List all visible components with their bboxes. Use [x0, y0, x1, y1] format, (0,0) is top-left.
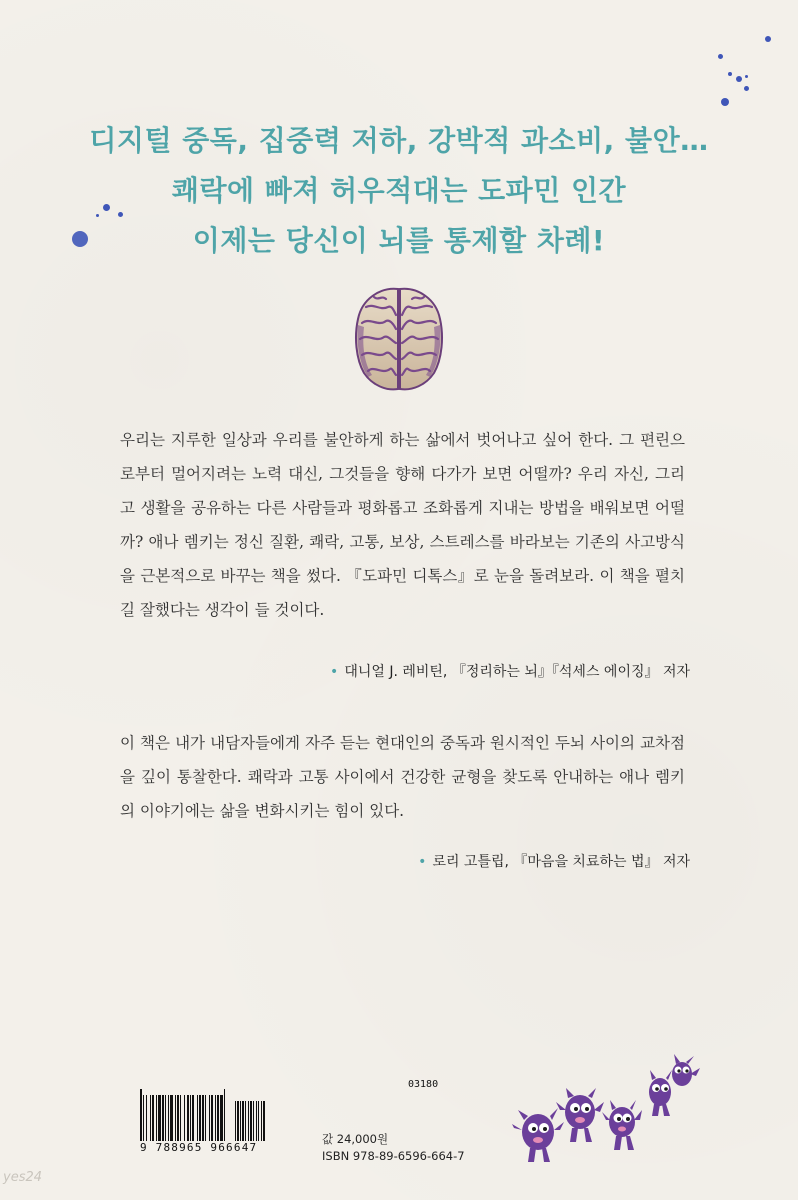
watermark-text: yes24	[3, 1170, 43, 1185]
brain-illustration-icon	[352, 285, 446, 393]
review-1-credit: • 대니얼 J. 레비틴, 『정리하는 뇌』『석세스 에이징』 저자	[330, 664, 690, 680]
review-1-text: 우리는 지루한 일상과 우리를 불안하게 하는 삶에서 벗어나고 싶어 한다. 그 편린으로부터 멀어지려는 노력 대신, 그것들을 향해 다가가 보면 어떨까? 우리 자신, 그리고 생활을 공유하는 다른 사람들과 평화롭고 조화롭게 지내는 방법을 배워보면 어떨까? 애나 렘키는 정신 질환, 쾌락, 고통, 보상, 스트레스를 바라보는 기존의 사고방식을 근본적으로 바꾸는 책을 썼다. 『도파민 디톡스』로 눈을 돌려보라. 이 책을 펼치길 잘했다는 생각이 들 것이다.	[120, 431, 685, 619]
isbn-text: ISBN 978-89-6596-664-7	[322, 1149, 465, 1163]
headline-line-3: 이제는 당신이 뇌를 통제할 차례!	[192, 224, 606, 257]
headline-line-2: 쾌락에 빠져 허우적대는 도파민 인간	[171, 174, 627, 207]
barcode-addon-number: 03180	[408, 1079, 439, 1090]
bullet-icon: •	[418, 854, 427, 870]
monsters-illustration-icon	[510, 1050, 710, 1170]
review-2-text: 이 책은 내가 내담자들에게 자주 듣는 현대인의 중독과 원시적인 두뇌 사이의 교차점을 깊이 통찰한다. 쾌락과 고통 사이에서 건강한 균형을 찾도록 안내하는 애나 렘키의 이야기에는 삶을 변화시키는 힘이 있다.	[120, 734, 685, 820]
headline-line-1: 디지털 중독, 집중력 저하, 강박적 과소비, 불안…	[89, 124, 709, 157]
price-text: 값 24,000원	[322, 1132, 389, 1146]
price-block	[322, 1131, 465, 1165]
barcode-bars	[140, 1089, 316, 1141]
barcode-number: 9 788965 966647	[140, 1141, 258, 1154]
review-2-credit: • 로리 고틀립, 『마음을 치료하는 법』 저자	[418, 854, 690, 870]
bullet-icon: •	[330, 664, 339, 680]
